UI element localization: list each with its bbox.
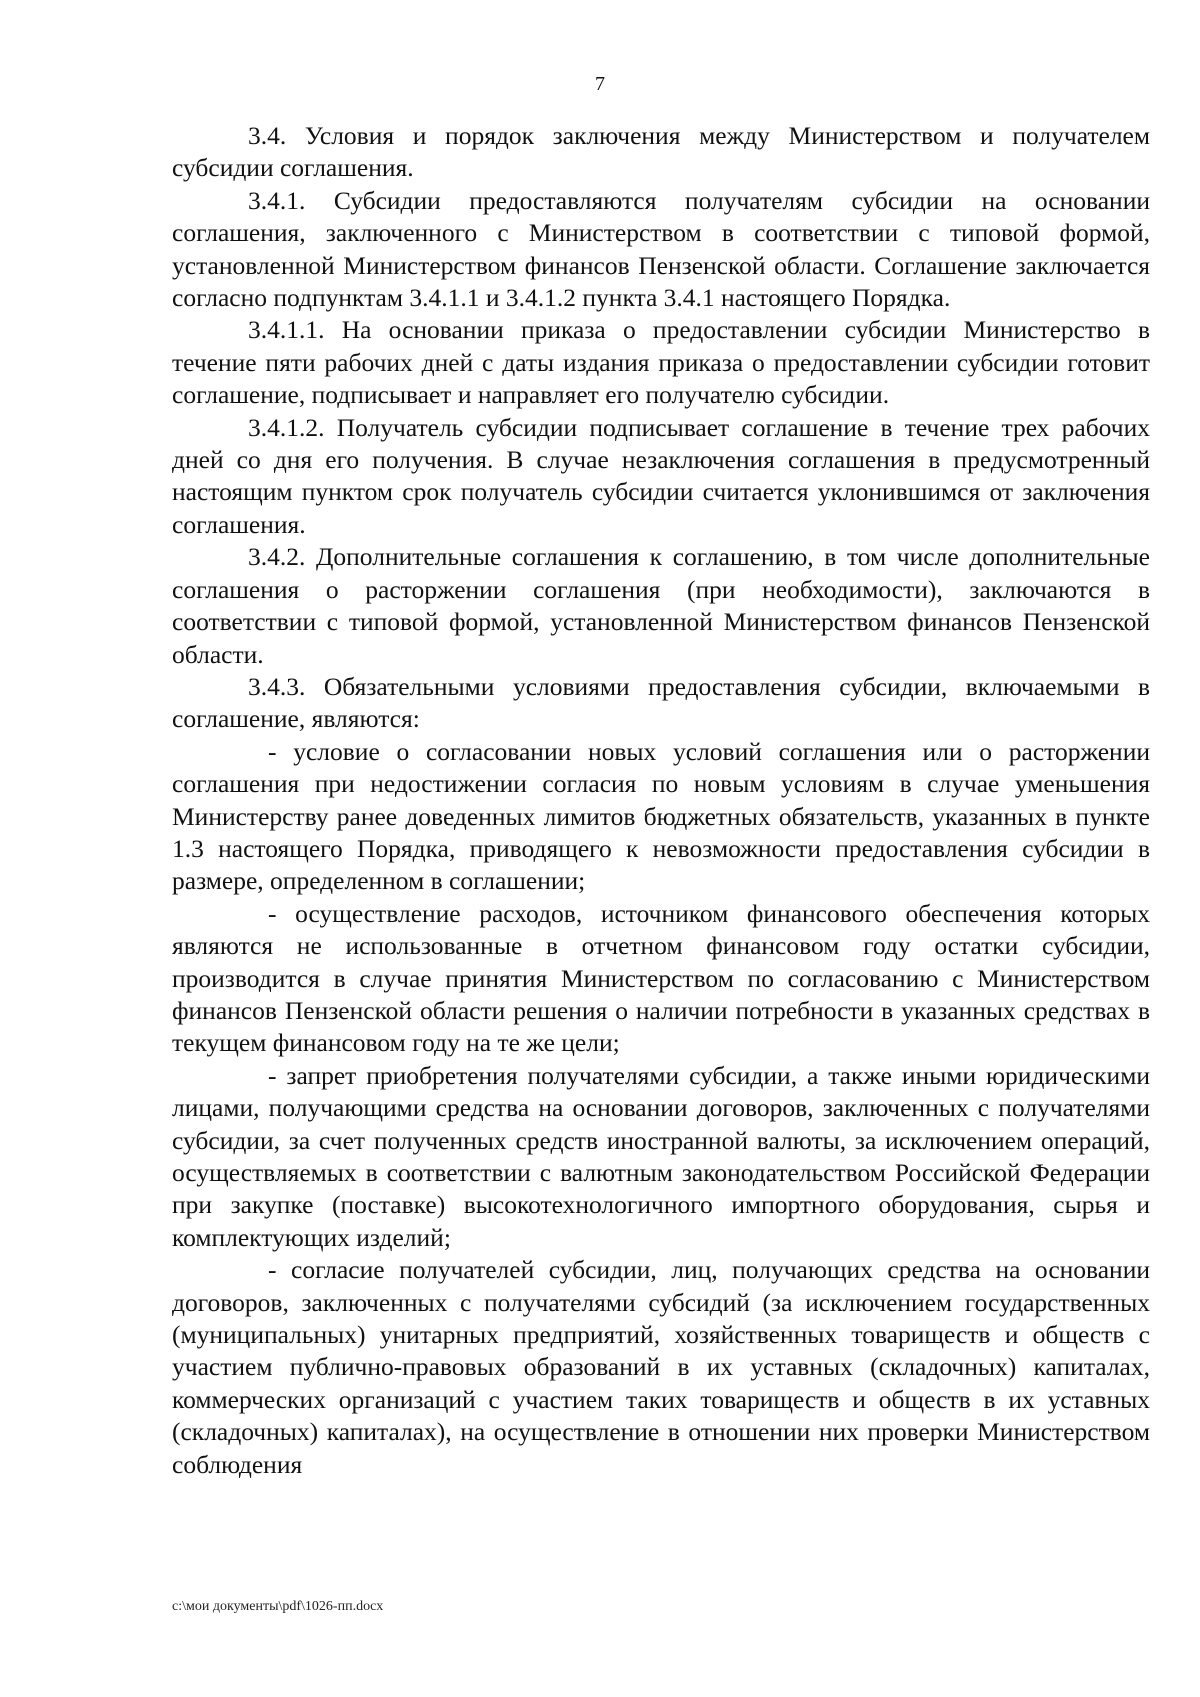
paragraph-3-4-1-1: 3.4.1.1. На основании приказа о предоставлении субсидии Министерство в течение пяти рабочих дней с даты издания приказа о предоставлении субсидии готовит соглашение, подписывает и направляет его получателю субсидии. <box>172 315 1150 410</box>
page-number: 7 <box>595 73 605 95</box>
list-item-condition: - условие о согласовании новых условий соглашения или о расторжении соглашения при недостижении согласия по новым условиям в случае уменьшения Министерству ранее доведенных лимитов бюджетных обязательств, указанных в пункте 1.3 настоящего Порядка, приводящего к невозможности предоставления субсидии в размере, определенном в соглашении; <box>172 736 1150 896</box>
list-item-expenses: - осуществление расходов, источником финансового обеспечения которых являются не использованные в отчетном финансовом году остатки субсидии, производится в случае принятия Министерством по согласованию с Министерством финансов Пензенской области решения о наличии потребности в указанных средствах в текущем финансовом году на те же цели; <box>172 898 1150 1058</box>
paragraph-3-4-1-2: 3.4.1.2. Получатель субсидии подписывает соглашение в течение трех рабочих дней со дня его получения. В случае незаключения соглашения в предусмотренный настоящим пунктом срок получатель субсидии считается уклонившимся от заключения соглашения. <box>172 412 1150 539</box>
footer-file-path: c:\мои документы\pdf\1026-пп.docx <box>172 1599 384 1614</box>
list-item-prohibition: - запрет приобретения получателями субсидии, а также иными юридическими лицами, получающими средства на основании договоров, заключенных с получателями субсидии, за счет полученных средств иностранной валюты, за исключением операций, осуществляемых в соответствии с валютным законодательством Российской Федерации при закупке (поставке) высокотехнологичного импортного оборудования, сырья и комплектующих изделий; <box>172 1060 1150 1252</box>
paragraph-3-4-1: 3.4.1. Субсидии предоставляются получателям субсидии на основании соглашения, заключенного с Министерством в соответствии с типовой формой, установленной Министерством финансов Пензенской области. Соглашение заключается согласно подпунктам 3.4.1.1 и 3.4.1.2 пункта 3.4.1 настоящего Порядка. <box>172 185 1150 313</box>
paragraph-3-4-3: 3.4.3. Обязательными условиями предоставления субсидии, включаемыми в соглашение, являются: <box>172 671 1150 734</box>
paragraph-3-4-2: 3.4.2. Дополнительные соглашения к соглашению, в том числе дополнительные соглашения о расторжении соглашения (при необходимости), заключаются в соответствии с типовой формой, установленной Министерством финансов Пензенской области. <box>172 542 1150 669</box>
paragraph-3-4: 3.4. Условия и порядок заключения между Министерством и получателем субсидии соглашения. <box>172 121 1150 183</box>
document-body <box>172 120 1150 1481</box>
list-item-consent: - согласие получателей субсидии, лиц, получающих средства на основании договоров, заключенных с получателями субсидий (за исключением государственных (муниципальных) унитарных предприятий, хозяйственных товариществ и обществ с участием публично-правовых образований в их уставных (складочных) капиталах, коммерческих организаций с участием таких товариществ и обществ в их уставных (складочных) капиталах), на осуществление в отношении них проверки Министерством соблюдения <box>172 1255 1150 1479</box>
